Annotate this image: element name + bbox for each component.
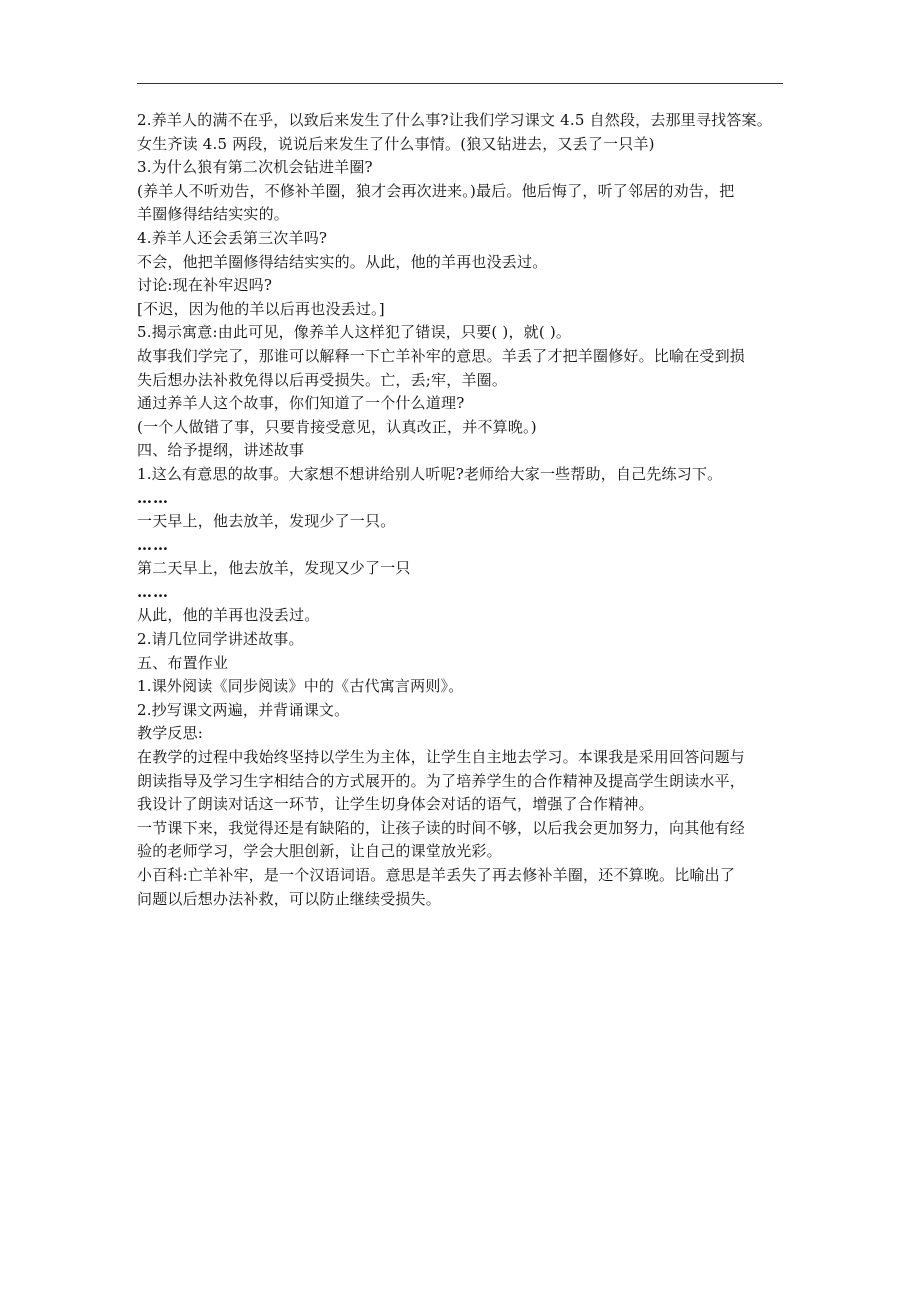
text-line: 4.养羊人还会丢第三次羊吗? (137, 228, 328, 247)
text-line: 1.课外阅读《同步阅读》中的《古代寓言两则》。 (137, 677, 464, 696)
ellipsis-line: …… (137, 535, 169, 554)
text-line: 一天早上，他去放羊，发现少了一只。 (137, 512, 396, 531)
text-line: (养羊人不听劝告，不修补羊圈，狼才会再次进来。)最后。他后悔了，听了邻居的劝告，把 (137, 181, 735, 200)
text-line: 2.抄写课文两遍，并背诵课文。 (137, 700, 350, 719)
text-line: 验的老师学习，学会大胆创新，让自己的课堂放光彩。 (137, 842, 502, 861)
text-line: 通过养羊人这个故事，你们知道了一个什么道理? (137, 394, 465, 413)
ellipsis-line: …… (137, 582, 169, 601)
text-line: (一个人做错了事，只要肯接受意见，认真改正，并不算晚。) (137, 417, 537, 436)
text-line: 失后想办法补救免得以后再受损失。亡，丢;牢，羊圈。 (137, 370, 508, 389)
document-body (137, 109, 797, 911)
text-line: 一节课下来，我觉得还是有缺陷的，让孩子读的时间不够，以后我会更加努力，向其他有经 (137, 818, 746, 837)
header-rule (137, 83, 783, 84)
text-line: 不会，他把羊圈修得结结实实的。从此，他的羊再也没丢过。 (137, 252, 548, 271)
text-line: 朗读指导及学习生字相结合的方式展开的。为了培养学生的合作精神及提高学生朗读水平， (137, 771, 746, 790)
text-line: 3.为什么狼有第二次机会钻进羊圈? (137, 158, 373, 177)
text-line: 2.请几位同学讲述故事。 (137, 630, 304, 649)
text-line: 羊圈修得结结实实的。 (137, 205, 290, 224)
text-line: [不迟，因为他的羊以后再也没丢过。] (137, 299, 385, 318)
text-line: 我设计了朗读对话这一环节，让学生切身体会对话的语气，增强了合作精神。 (137, 795, 654, 814)
text-line: 5.揭示寓意:由此可见，像养羊人这样犯了错误，只要( )，就( )。 (137, 323, 572, 342)
text-line: 女生齐读 4.5 两段，说说后来发生了什么事情。(狼又钻进去，又丢了一只羊) (137, 134, 655, 153)
text-line: 故事我们学完了，那谁可以解释一下亡羊补牢的意思。羊丢了才把羊圈修好。比喻在受到损 (137, 346, 746, 365)
text-line: 1.这么有意思的故事。大家想不想讲给别人听呢?老师给大家一些帮助，自己先练习下。 (137, 464, 723, 483)
text-line: 小百科:亡羊补牢，是一个汉语词语。意思是羊丢失了再去修补羊圈，还不算晚。比喻出了 (137, 866, 736, 884)
text-line: 问题以后想办法补救，可以防止继续受损失。 (137, 889, 442, 908)
ellipsis-line: …… (137, 488, 169, 507)
section-heading: 四、给予提纲，讲述故事 (137, 441, 305, 460)
text-line: 2.养羊人的满不在乎，以致后来发生了什么事?让我们学习课文 4.5 自然段，去那里寻找答案。 (137, 111, 772, 129)
text-line: 从此，他的羊再也没丢过。 (137, 606, 320, 625)
text-line: 讨论:现在补牢迟吗? (137, 276, 273, 295)
text-line: 第二天早上，他去放羊，发现又少了一只 (137, 559, 411, 578)
section-heading: 五、布置作业 (137, 653, 229, 672)
section-heading: 教学反思: (137, 724, 204, 743)
text-line: 在教学的过程中我始终坚持以学生为主体，让学生自主地去学习。本课我是采用回答问题与 (137, 748, 746, 767)
